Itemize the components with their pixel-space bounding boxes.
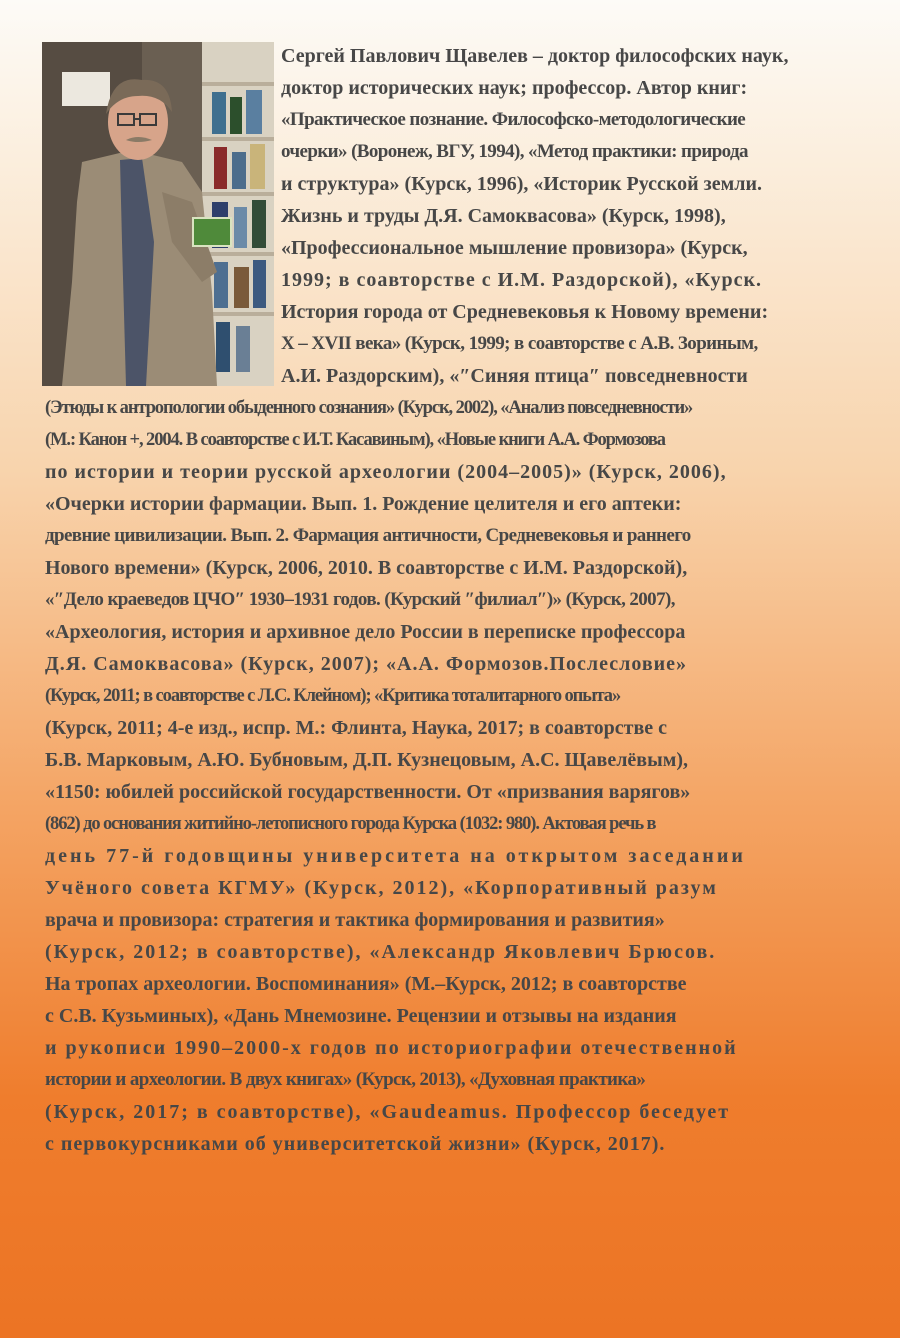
text-line: с С.В. Кузьминых), «Дань Мнемозине. Рецензии и отзывы на издания <box>45 1005 677 1027</box>
text-line: Жизнь и труды Д.Я. Самоквасова» (Курск, 1998), <box>281 205 726 227</box>
text-line: Нового времени» (Курск, 2006, 2010. В соавторстве с И.М. Раздорской), <box>45 557 688 579</box>
text-line: «Практическое познание. Философско-методологические <box>281 109 746 130</box>
text-line: Сергей Павлович Щавелев – доктор философских наук, <box>281 45 789 67</box>
text-line: и рукописи 1990–2000-х годов по историографии отечественной <box>45 1037 738 1059</box>
text-line: «″Дело краеведов ЦЧО″ 1930–1931 годов. (Курский ″филиал″)» (Курск, 2007), <box>45 589 675 610</box>
text-line: 1999; в соавторстве с И.М. Раздорской), «Курск. <box>281 269 762 291</box>
text-line: (Курск, 2012; в соавторстве), «Александр Яковлевич Брюсов. <box>45 941 717 963</box>
text-line: очерки» (Воронеж, ВГУ, 1994), «Метод практики: природа <box>281 141 748 162</box>
text-line: «Профессиональное мышление провизора» (Курск, <box>281 237 748 259</box>
author-photo <box>42 42 274 386</box>
text-line: «Археология, история и архивное дело России в переписке профессора <box>45 621 686 643</box>
text-line: врача и провизора: стратегия и тактика формирования и развития» <box>45 909 665 931</box>
text-line: X – XVII века» (Курск, 1999; в соавторстве с А.В. Зориным, <box>281 333 758 354</box>
text-line: История города от Средневековья к Новому времени: <box>281 301 769 323</box>
text-line: (Курск, 2011; в соавторстве с Л.С. Клейном); «Критика тоталитарного опыта» <box>45 686 621 706</box>
text-line: На тропах археологии. Воспоминания» (М.–Курск, 2012; в соавторстве <box>45 973 687 995</box>
text-line: Б.В. Марковым, А.Ю. Бубновым, Д.П. Кузнецовым, А.С. Щавелёвым), <box>45 749 688 771</box>
text-line: (Курск, 2011; 4-е изд., испр. М.: Флинта, Наука, 2017; в соавторстве с <box>45 717 668 739</box>
text-line: Д.Я. Самоквасова» (Курск, 2007); «А.А. Формозов.Послесловие» <box>45 653 688 675</box>
text-line: (Курск, 2017; в соавторстве), «Gaudeamus. Профессор беседует <box>45 1101 731 1123</box>
text-line: день 77-й годовщины университета на открытом заседании <box>45 845 746 867</box>
text-line: Учёного совета КГМУ» (Курск, 2012), «Корпоративный разум <box>45 877 718 899</box>
text-line: доктор исторических наук; профессор. Автор книг: <box>281 77 748 99</box>
text-line: с первокурсниками об университетской жизни» (Курск, 2017). <box>45 1133 666 1155</box>
text-line: истории и археологии. В двух книгах» (Курск, 2013), «Духовная практика» <box>45 1069 646 1090</box>
text-line: А.И. Раздорским), «″Синяя птица″ повседневности <box>281 365 748 387</box>
text-line: по истории и теории русской археологии (2004–2005)» (Курск, 2006), <box>45 461 727 483</box>
text-line: (862) до основания житийно-летописного города Курска (1032: 980). Актовая речь в <box>45 814 656 834</box>
text-line: древние цивилизации. Вып. 2. Фармация античности, Средневековья и раннего <box>45 525 691 546</box>
text-line: (Этюды к антропологии обыденного сознания» (Курск, 2002), «Анализ повседневности» <box>45 398 693 418</box>
text-line: и структура» (Курск, 1996), «Историк Русской земли. <box>281 173 762 195</box>
text-line: (М.: Канон +, 2004. В соавторстве с И.Т. Касавиным), «Новые книги А.А. Формозова <box>45 430 665 450</box>
text-line: «1150: юбилей российской государственности. От «призвания варягов» <box>45 781 691 803</box>
text-line: «Очерки истории фармации. Вып. 1. Рождение целителя и его аптеки: <box>45 493 682 515</box>
